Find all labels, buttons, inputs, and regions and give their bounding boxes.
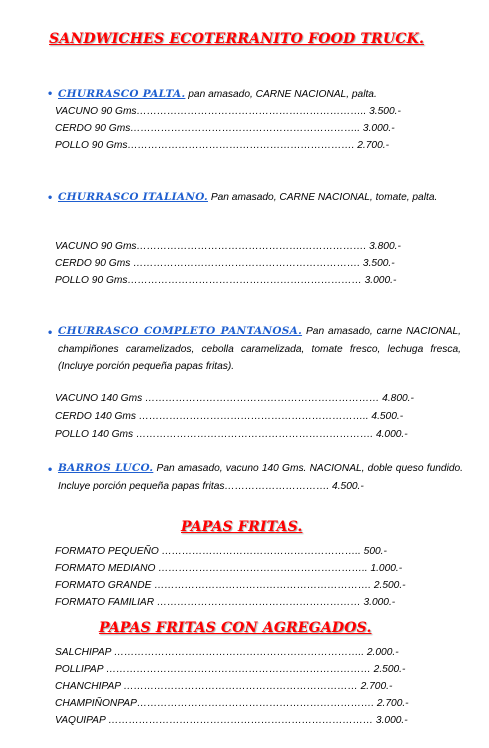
price-row: POLLIPAP …………………………………………………………………… 2.500.- <box>55 664 406 675</box>
bullet-icon: • <box>48 190 53 204</box>
price-row: VAQUIPAP …………………………………………………………………… 3.000.- <box>55 715 408 726</box>
item-description: Pan amasado, vacuno 140 Gms. NACIONAL, doble queso fundido. Incluye porción pequeña papas fritas…………………………. 4.500.- <box>58 463 464 492</box>
price-row: FORMATO MEDIANO …………………………………………………….. 1.000.- <box>55 563 403 574</box>
section-title-papas: PAPAS FRITAS. <box>181 519 303 535</box>
price-row: CERDO 140 Gms ………………………………………………………….. 4.500.- <box>55 411 404 422</box>
item-header <box>58 460 463 495</box>
section-title-agregados: PAPAS FRITAS CON AGREGADOS. <box>99 620 372 636</box>
bullet-icon: • <box>48 462 53 476</box>
bullet-icon: • <box>48 325 53 339</box>
price-row: CHAMPIÑONPAP……………………………………………………………. 2.700.- <box>55 698 409 709</box>
price-row: POLLO 90 Gms…………………………………………………………… 3.000.- <box>55 275 397 286</box>
price-row: CERDO 90 Gms …………………………………………………………. 3.500.- <box>55 258 395 269</box>
item-description: pan amasado, CARNE NACIONAL, palta. <box>185 89 377 100</box>
item-name: CHURRASCO ITALIANO. <box>58 191 208 203</box>
price-row: VACUNO 90 Gms………………………………………………………….. 3.500.- <box>55 106 401 117</box>
item-header <box>58 189 461 207</box>
price-row: FORMATO GRANDE ………………………………………………………. 2.500.- <box>55 580 406 591</box>
item-name: CHURRASCO PALTA. <box>58 88 186 100</box>
price-row: VACUNO 90 Gms………………………………………….………………. 3.800.- <box>55 241 401 252</box>
price-row: CERDO 90 Gms………………………………………………………….. 3.000.- <box>55 123 395 134</box>
price-row: FORMATO FAMILIAR …………………………………………………… 3.000.- <box>55 597 396 608</box>
price-row: POLLO 90 Gms…………………………………………………………. 2.700.- <box>55 140 389 151</box>
price-row: POLLO 140 Gms ……………………………………………………………. 4.000.- <box>55 429 408 440</box>
item-header <box>58 88 377 100</box>
item-name: CHURRASCO COMPLETO PANTANOSA. <box>58 325 303 337</box>
bullet-icon: • <box>48 86 53 100</box>
item-name: BARROS LUCO. <box>58 462 154 474</box>
menu-title: SANDWICHES ECOTERRANITO FOOD TRUCK. <box>49 31 425 47</box>
item-header <box>58 323 461 376</box>
price-row: FORMATO PEQUEÑO ………………………………………………….. 500.- <box>55 546 387 557</box>
item-description: Pan amasado, CARNE NACIONAL, tomate, palta. <box>208 192 438 203</box>
price-row: SALCHIPAP ……………………………………………………………….. 2.000.- <box>55 647 399 658</box>
price-row: CHANCHIPAP …………………………………………………………… 2.700.- <box>55 681 393 692</box>
item-description: Pan amasado, carne NACIONAL, champiñones caramelizados, cebolla caramelizada, tomate fresco, lechuga fresca, (Incluye porción pequeña papas fritas). <box>58 326 461 372</box>
price-row: VACUNO 140 Gms …………………………………………………………… 4.800.- <box>55 393 414 404</box>
